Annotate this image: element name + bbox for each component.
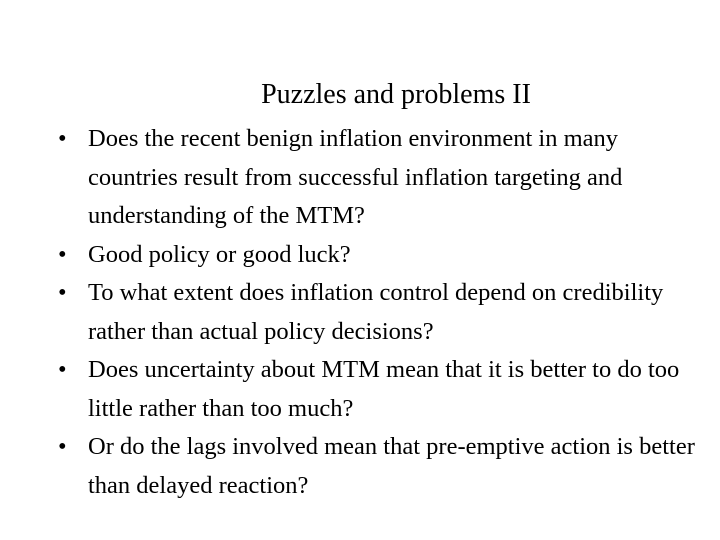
- bullet-dot-icon: •: [58, 433, 67, 460]
- bullet-list: [58, 120, 698, 505]
- bullet-item: [58, 428, 698, 505]
- bullet-text: Or do the lags involved mean that pre-emptive action is better than delayed reaction?: [88, 433, 695, 499]
- slide-title: [0, 78, 720, 112]
- bullet-text: Good policy or good luck?: [88, 240, 351, 268]
- bullet-dot-icon: •: [58, 356, 67, 383]
- bullet-dot-icon: •: [58, 279, 67, 306]
- bullet-text: Does uncertainty about MTM mean that it is better to do too little rather than too much?: [88, 356, 680, 422]
- bullet-dot-icon: •: [58, 125, 67, 152]
- slide-title-text: Puzzles and problems II: [261, 79, 531, 110]
- bullet-dot-icon: •: [58, 240, 67, 268]
- bullet-text: To what extent does inflation control depend on credibility rather than actual policy decisions?: [88, 279, 664, 345]
- bullet-item: [58, 236, 698, 275]
- bullet-item: [58, 120, 698, 236]
- bullet-item: [58, 351, 698, 428]
- bullet-text: Does the recent benign inflation environment in many countries result from successful inflation targeting and understanding of the MTM?: [88, 125, 623, 229]
- bullet-item: [58, 274, 698, 351]
